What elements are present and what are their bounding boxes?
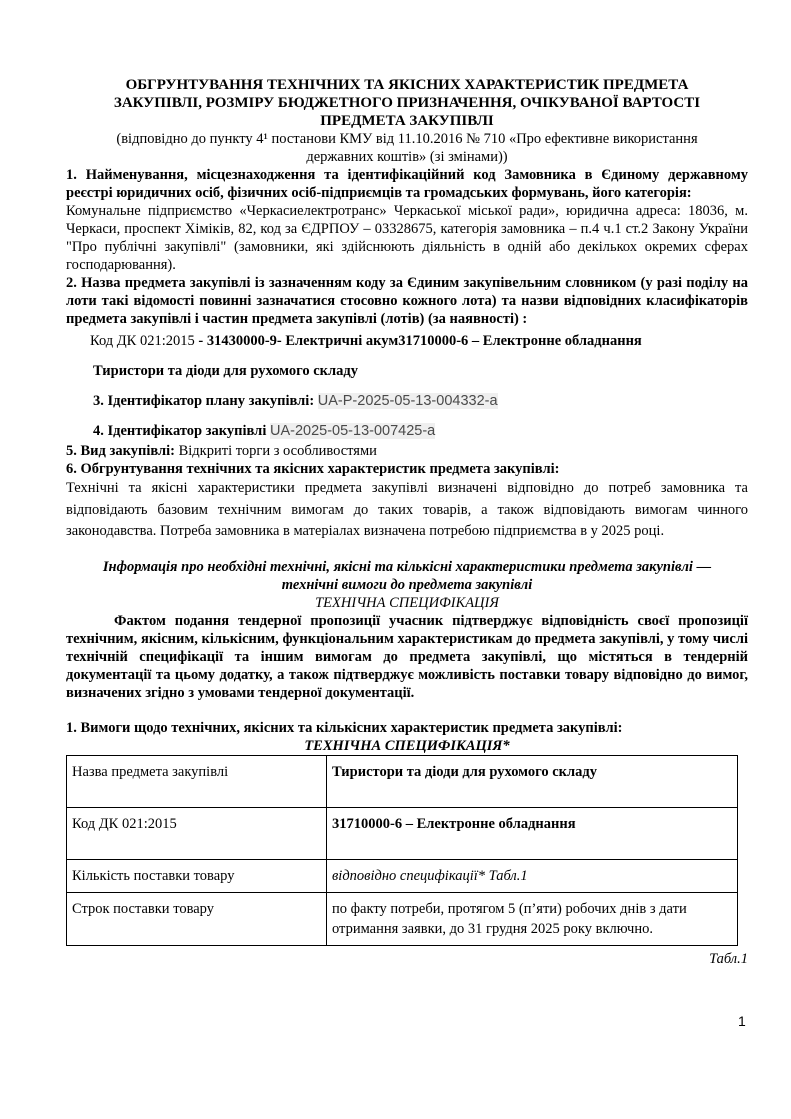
row-label: Назва предмета закупівлі (67, 755, 327, 807)
section-5-label: 5. Вид закупівлі: (66, 443, 175, 459)
row-value: Тиристори та діоди для рухомого складу (327, 755, 738, 807)
page-number: 1 (738, 1013, 746, 1029)
row-label: Код ДК 021:2015 (67, 807, 327, 859)
section-3-line (66, 392, 748, 410)
section-1-body: Комунальне підприємство «Черкасиелектротранс» Черкаської міської ради», юридична адреса: 18036, м. Черкаси, проспект Хіміків, 82, код за ЄДРПОУ – 03328675, категорія замовника – п.4 ч.1 ст.2 Закону України "Про публічні закупівлі" (замовники, які здійснюють діяльність в одній або декількох окремих сферах господарювання). (66, 203, 748, 273)
row-value: 31710000-6 – Електронне обладнання (327, 807, 738, 859)
table-caption: Табл.1 (709, 950, 748, 967)
procurement-identifier: UA-2025-05-13-007425-a (269, 423, 436, 439)
section-2-code-value: - 31430000-9- Електричні акум31710000-6 – Електронне обладнання (194, 333, 642, 349)
section-4-label: 4. Ідентифікатор закупівлі (93, 423, 267, 439)
info-line-1: Інформація про необхідні технічні, якісні та кількісні характеристики предмета закупівлі — (102, 558, 712, 575)
row-value: по факту потреби, протягом 5 (п’яти) робочих днів з дати отримання заявки, до 31 грудня 2025 року включно. (327, 892, 738, 945)
doc-title-line-1: ОБГРУНТУВАННЯ ТЕХНІЧНИХ ТА ЯКІСНИХ ХАРАКТЕРИСТИК ПРЕДМЕТА (125, 77, 689, 93)
table-row (67, 859, 738, 892)
info-paragraph: Фактом подання тендерної пропозиції учасник підтверджує відповідність своєї пропозиції технічним, якісним, кількісним, функціональним характеристикам до предмета закупівлі, у тому числі технічній специфікації та іншим вимогам до предмета закупівлі, що містяться в тендерній документації та цьому додатку, а також підтверджує можливість поставки товару відповідно до вимог, визначених згідно з умовами тендерної документації. (66, 612, 748, 701)
plan-identifier: UA-P-2025-05-13-004332-a (317, 393, 498, 409)
spec-table (66, 755, 738, 946)
table-row (67, 755, 738, 807)
section-6-body: Технічні та якісні характеристики предмета закупівлі визначені відповідно до потреб замовника та відповідають базовим технічним вимогам до таких товарів, а також відповідають вимогам чинного законодавства. Потреба замовника в матеріалах визначена потребою підприємства в у 2025 році. (66, 480, 748, 539)
section-2-code-line (66, 332, 748, 350)
doc-title-line-2: ЗАКУПІВЛІ, РОЗМІРУ БЮДЖЕТНОГО ПРИЗНАЧЕННЯ, ОЧІКУВАНОЇ ВАРТОСТІ (113, 95, 701, 111)
section-4-line (66, 422, 748, 440)
section-3-label: 3. Ідентифікатор плану закупівлі: (93, 393, 315, 409)
doc-title-line-3: ПРЕДМЕТА ЗАКУПІВЛІ (320, 113, 494, 129)
section-2-code-prefix: Код ДК 021:2015 (90, 333, 195, 349)
doc-subtitle-line-1: (відповідно до пункту 4¹ постанови КМУ від 11.10.2016 № 710 «Про ефективне використання (116, 131, 698, 147)
section-5-value: Відкриті торги з особливостями (174, 443, 377, 459)
document-content (66, 76, 748, 968)
row-label: Строк поставки товару (67, 892, 327, 945)
section-6-heading: 6. Обгрунтування технічних та якісних характеристик предмета закупівлі: (66, 461, 560, 477)
table-row (67, 892, 738, 945)
section-2-heading: 2. Назва предмета закупівлі із зазначенням коду за Єдиним закупівельним словником (у разі поділу на лоти такі відомості повинні зазначатися стосовно кожного лота) та назви відповідних класифікаторів предмета закупівлі і частин предмета закупівлі (лотів) (за наявності) : (66, 275, 748, 327)
requirements-spec-title: ТЕХНІЧНА СПЕЦИФІКАЦІЯ* (304, 737, 510, 754)
row-value: відповідно специфікації* Табл.1 (327, 859, 738, 892)
info-spec-title: ТЕХНІЧНА СПЕЦИФІКАЦІЯ (315, 594, 499, 611)
table-row (67, 807, 738, 859)
info-line-2: технічні вимоги до предмета закупівлі (281, 576, 533, 593)
section-5-line (66, 442, 748, 460)
doc-subtitle-line-2: державних коштів» (зі змінами)) (306, 149, 508, 165)
section-2-item-name: Тиристори та діоди для рухомого складу (93, 363, 358, 379)
row-label: Кількість поставки товару (67, 859, 327, 892)
requirements-heading: 1. Вимоги щодо технічних, якісних та кількісних характеристик предмета закупівлі: (66, 719, 623, 736)
section-1-heading: 1. Найменування, місцезнаходження та ідентифікаційний код Замовника в Єдиному державному реєстрі юридичних осіб, фізичних осіб-підприємців та громадських формувань, його категорія: (66, 167, 748, 201)
